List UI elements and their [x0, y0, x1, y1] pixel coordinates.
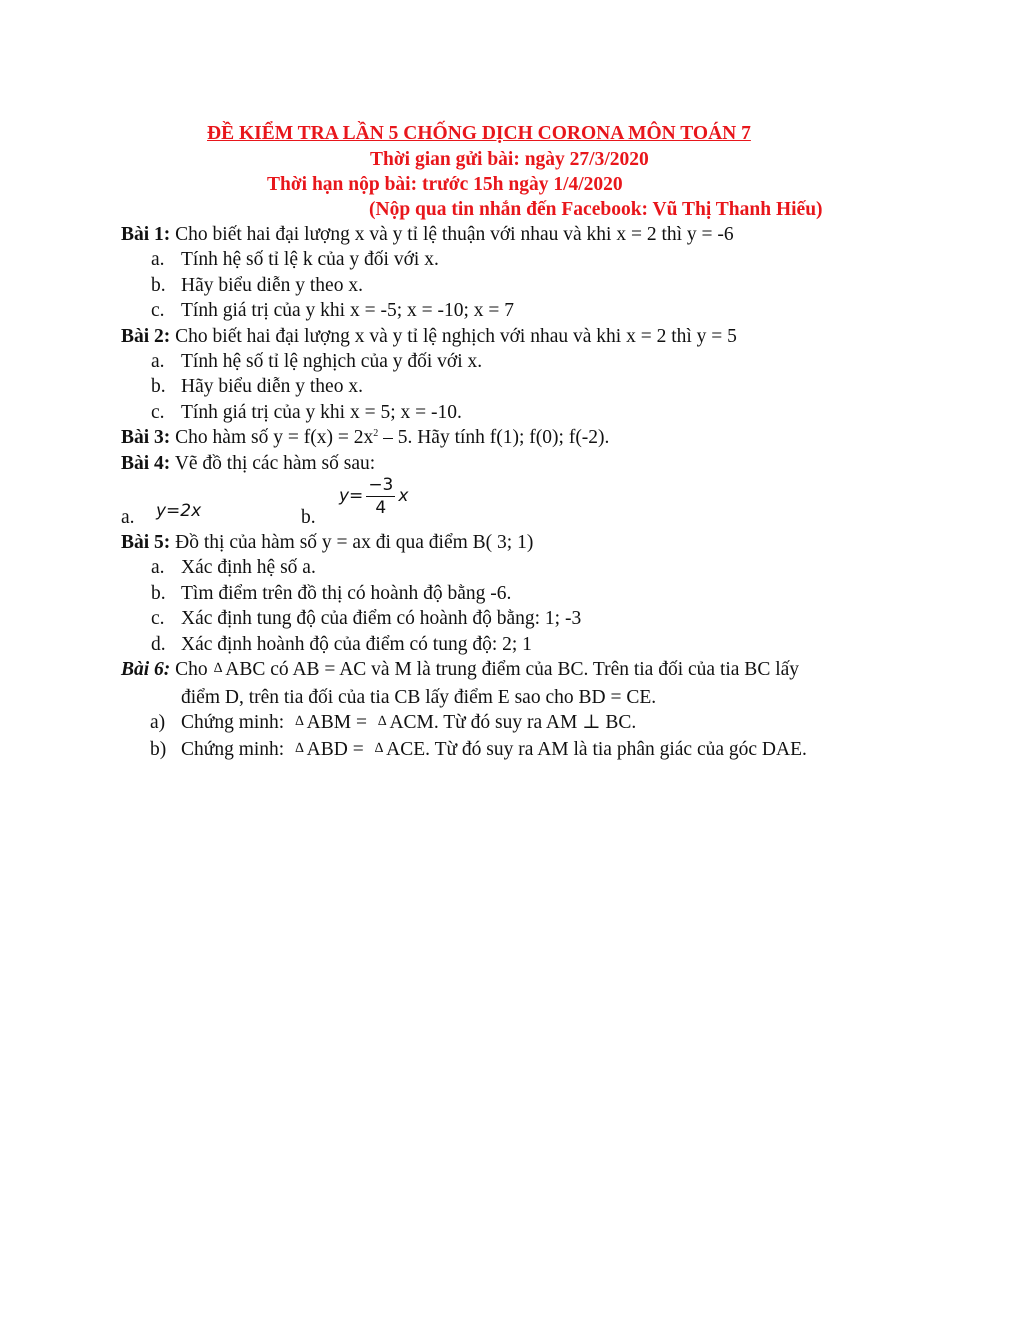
bai-2-item-c	[121, 400, 921, 425]
marker: a.	[121, 506, 135, 528]
bai-6	[121, 657, 921, 684]
item-text: Hãy biểu diễn y theo x.	[181, 376, 363, 398]
exponent: 2	[373, 428, 379, 440]
bai-2-label: Bài 2:	[121, 325, 171, 347]
item-text: Chứng minh:	[181, 711, 290, 733]
bai-1-item-c	[121, 298, 921, 323]
bai-2-item-b	[121, 374, 921, 399]
item-text: ACM. Từ đó suy ra AM ⊥ BC.	[389, 711, 637, 733]
bai-6-item-b	[121, 737, 921, 764]
formula-b-lhs: y=	[339, 485, 364, 506]
bai-3	[121, 425, 921, 450]
submit-via: (Nộp qua tin nhắn đến Facebook: Vũ Thị Thanh Hiếu)	[369, 199, 823, 220]
triangle-icon: ∆	[213, 661, 223, 677]
item-text: Tính giá trị của y khi x = -5; x = -10; x = 7	[181, 300, 515, 322]
item-text: Tính hệ số tỉ lệ k của y đối với x.	[181, 249, 439, 271]
marker: a.	[151, 351, 165, 373]
deadline: Thời hạn nộp bài: trước 15h ngày 1/4/2020	[267, 174, 623, 195]
item-text: Tính hệ số tỉ lệ nghịch của y đối với x.	[181, 351, 483, 373]
bai-2	[121, 324, 921, 349]
bai-4-label: Bài 4:	[121, 452, 171, 474]
marker: a.	[151, 557, 165, 579]
bai-5-label: Bài 5:	[121, 532, 171, 554]
formula-b	[339, 474, 408, 519]
bai-3-label: Bài 3:	[121, 427, 171, 449]
send-time: Thời gian gửi bài: ngày 27/3/2020	[370, 149, 649, 170]
bai-4-formulas	[121, 476, 921, 530]
denominator: 4	[375, 498, 387, 519]
marker: c.	[151, 300, 165, 322]
triangle-icon: ∆	[295, 713, 304, 729]
item-text: ABM =	[306, 711, 372, 733]
bai-1-item-b	[121, 273, 921, 298]
bai-6-line-2: điểm D, trên tia đối của tia CB lấy điểm E sao cho BD = CE.	[181, 686, 657, 708]
marker: a.	[151, 249, 165, 271]
marker: b.	[151, 582, 166, 604]
triangle-icon: ∆	[377, 713, 387, 729]
bai-2-item-a	[121, 349, 921, 374]
bai-5-item-a	[121, 555, 921, 580]
fraction	[366, 474, 395, 519]
bai-6-item-a	[121, 710, 921, 737]
bai-1	[121, 222, 921, 247]
numerator: −3	[368, 475, 394, 496]
bai-6-cho: Cho	[170, 659, 208, 681]
bai-6-label: Bài 6:	[121, 659, 171, 681]
item-text: Hãy biểu diễn y theo x.	[181, 274, 363, 296]
item-text: Chứng minh:	[181, 739, 290, 761]
item-text: ABD =	[306, 739, 369, 761]
bai-4-text: Vẽ đồ thị các hàm số sau:	[170, 452, 376, 474]
bai-3-text-rest: – 5. Hãy tính f(1); f(0); f(-2).	[378, 427, 610, 449]
bai-2-text: Cho biết hai đại lượng x và y tỉ lệ nghịch với nhau và khi x = 2 thì y = 5	[170, 325, 737, 347]
exam-content	[121, 222, 921, 765]
item-text: Xác định hoành độ của điểm có tung độ: 2; 1	[181, 633, 532, 655]
item-text: Xác định tung độ của điểm có hoành độ bằng: 1; -3	[181, 608, 582, 630]
marker: c.	[151, 401, 165, 423]
bai-4	[121, 451, 921, 476]
bai-1-item-a	[121, 247, 921, 272]
item-text: Xác định hệ số a.	[181, 557, 316, 579]
item-text: Tìm điểm trên đồ thị có hoành độ bằng -6.	[181, 582, 512, 604]
marker: b.	[151, 274, 166, 296]
triangle-icon: ∆	[295, 741, 304, 757]
bai-5-text: Đồ thị của hàm số y = ax đi qua điểm B( 3; 1)	[170, 532, 534, 554]
marker: a)	[150, 711, 166, 733]
marker: b.	[301, 506, 316, 528]
marker: b)	[150, 739, 167, 761]
triangle-icon: ∆	[374, 741, 384, 757]
bai-1-label: Bài 1:	[121, 224, 171, 245]
exam-title: ĐỀ KIỂM TRA LẦN 5 CHỐNG DỊCH CORONA MÔN TOÁN 7	[207, 123, 751, 144]
bai-1-text: Cho biết hai đại lượng x và y tỉ lệ thuận với nhau và khi x = 2 thì y = -6	[170, 224, 734, 245]
bai-6-line-1: ABC có AB = AC và M là trung điểm của BC. Trên tia đối của tia BC lấy	[225, 659, 800, 681]
bai-5-item-d	[121, 632, 921, 657]
marker: c.	[151, 608, 165, 630]
formula-b-var: x	[398, 485, 409, 506]
bai-5	[121, 530, 921, 555]
item-text: Tính giá trị của y khi x = 5; x = -10.	[181, 401, 462, 423]
formula-a: y=2x	[156, 500, 202, 521]
marker: b.	[151, 376, 166, 398]
marker: d.	[151, 633, 166, 655]
bai-5-item-c	[121, 606, 921, 631]
item-text: ACE. Từ đó suy ra AM là tia phân giác của góc DAE.	[386, 739, 807, 761]
bai-5-item-b	[121, 581, 921, 606]
bai-3-text: Cho hàm số y = f(x) = 2x	[170, 427, 374, 449]
